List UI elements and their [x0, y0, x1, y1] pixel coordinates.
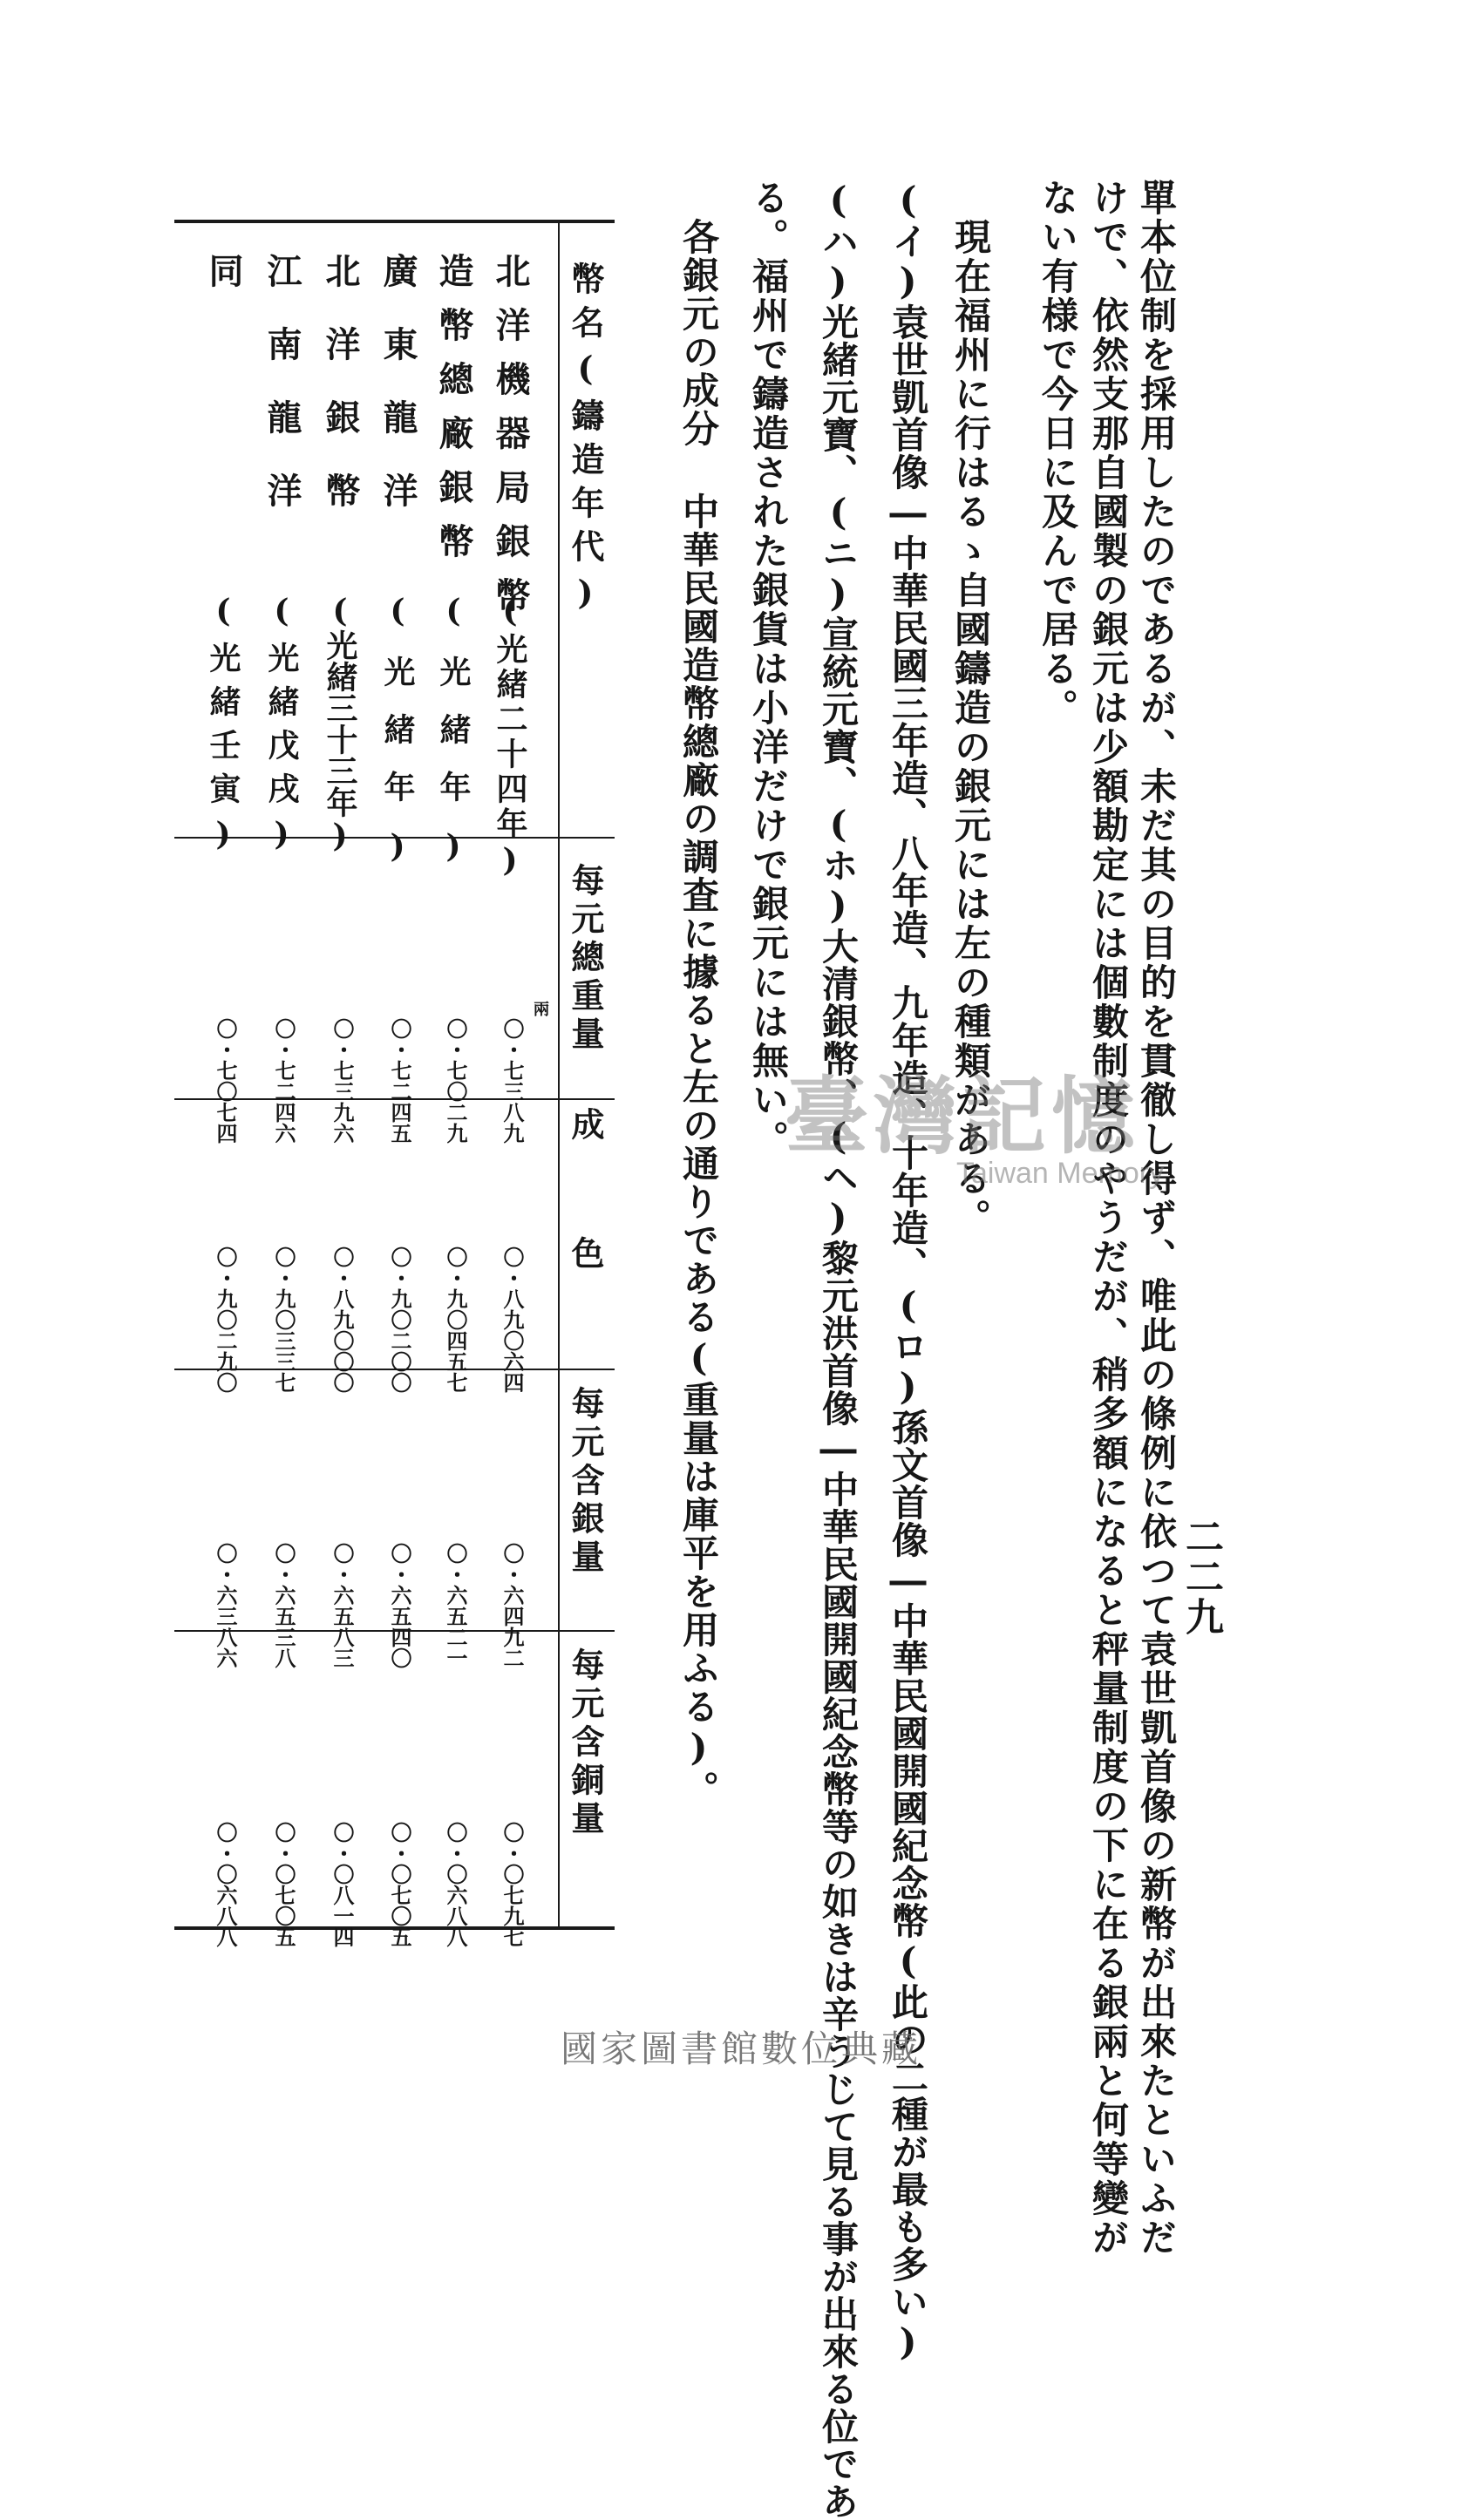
header-total-weight: 每元總重量 — [566, 863, 605, 1055]
row-2-name: 造幣總廠銀幣 — [433, 253, 474, 577]
row-1-total-weight: 〇・七三八九 — [500, 1018, 525, 1144]
row-1-silver: 〇・六四九二 — [500, 1543, 525, 1668]
row-2-copper: 〇・〇六八八 — [443, 1822, 468, 1947]
row-4-fineness: 〇・八九〇〇〇 — [330, 1246, 355, 1393]
body-column-1: 單本位制を採用したのであるが、未だ其の目的を貫徹し得ず、唯此の條例に依つて袁世凱首像の新幣が出來たといふだ — [1135, 179, 1178, 2258]
body-column-8: 各銀元の成分 中華民國造幣總廠の調査に據ると左の通りである(重量は庫平を用ふる)。 — [677, 218, 720, 1809]
row-2-year: (光緒年) — [435, 593, 472, 891]
row-6-year: (光緒壬寅) — [205, 593, 241, 865]
row-3-year: (光緒年) — [379, 593, 416, 891]
unit-mark: 兩 — [531, 1001, 549, 1016]
row-4-total-weight: 〇・七三九六 — [330, 1018, 355, 1144]
body-column-5: (イ)袁世凱首像―中華民國三年造、八年造、九年造、十年造、(ロ)孫文首像―中華民國開國紀念幣(此の二種が最も多い) — [887, 179, 929, 2364]
row-5-fineness: 〇・九〇三三七 — [271, 1246, 296, 1393]
row-6-copper: 〇・〇六八八 — [213, 1822, 238, 1947]
watermark-subtitle: Taiwan Memory — [956, 1157, 1165, 1190]
row-4-silver: 〇・六五八三 — [330, 1543, 355, 1668]
row-2-fineness: 〇・九〇四五七 — [443, 1246, 468, 1393]
row-5-year: (光緒戊戌) — [263, 593, 300, 865]
row-2-total-weight: 〇・七〇二九 — [443, 1018, 468, 1144]
row-3-silver: 〇・六五四〇 — [387, 1543, 412, 1668]
row-5-name: 江南龍洋 — [262, 253, 303, 546]
row-6-silver: 〇・六三八六 — [213, 1543, 238, 1668]
row-4-copper: 〇・〇八一四 — [330, 1822, 355, 1947]
row-2-silver: 〇・六五二一 — [443, 1543, 468, 1668]
row-1-name: 北洋機器局銀幣 — [490, 253, 531, 631]
header-fineness: 成色 — [566, 1107, 605, 1365]
header-silver-content: 每元含銀量 — [566, 1386, 605, 1578]
body-column-4: 現在福州に行はるゝ自國鑄造の銀元には左の種類がある。 — [949, 218, 992, 1238]
row-6-name: 同 — [203, 253, 244, 307]
body-column-3: ない有様で今日に及んで居る。 — [1037, 179, 1079, 728]
header-copper-content: 每元含銅量 — [566, 1647, 605, 1839]
row-3-fineness: 〇・九〇二〇〇 — [387, 1246, 412, 1393]
table-top-rule — [174, 220, 615, 223]
row-1-year: (光緒二十四年) — [492, 593, 528, 882]
row-6-total-weight: 〇・七〇七四 — [213, 1018, 238, 1144]
watermark-logo: 臺灣記憶 — [785, 1067, 1140, 1165]
body-column-7: る。福州で鑄造された銀貨は小洋だけで銀元には無い。 — [747, 179, 790, 1159]
row-3-name: 廣東龍洋 — [377, 253, 418, 546]
row-4-name: 北洋銀幣 — [320, 253, 361, 546]
row-1-copper: 〇・〇七九七 — [500, 1822, 525, 1947]
body-column-2: けで、依然支那自國製の銀元は少額勘定には個數制度のやうだが、稍多額になると秤量制度の下に在る銀兩と何等變が — [1087, 179, 1130, 2258]
row-5-total-weight: 〇・七二四六 — [271, 1018, 296, 1144]
header-coin-name: 幣名(鑄造年代) — [566, 262, 605, 622]
page-number: 二二九 — [1179, 1517, 1223, 1637]
row-3-total-weight: 〇・七二四五 — [387, 1018, 412, 1144]
row-5-copper: 〇・〇七〇五 — [271, 1822, 296, 1947]
row-3-copper: 〇・〇七〇五 — [387, 1822, 412, 1947]
row-5-silver: 〇・六五三八 — [271, 1543, 296, 1668]
table-right-rule — [558, 220, 560, 1930]
row-1-fineness: 〇・八九〇六四 — [500, 1246, 525, 1393]
footer-archive-label: 國家圖書館數位典藏 — [560, 2028, 921, 2070]
row-6-fineness: 〇・九〇二九〇 — [213, 1246, 238, 1393]
body-column-6: (ハ)光緒元寶、(ニ)宣統元寶、(ホ)大清銀幣、(ヘ)黎元洪首像―中華民國開國紀念幣等の如きは辛うじて見る事が出來る位であ — [817, 179, 860, 2520]
row-4-year: (光緒三十三年) — [322, 593, 358, 854]
